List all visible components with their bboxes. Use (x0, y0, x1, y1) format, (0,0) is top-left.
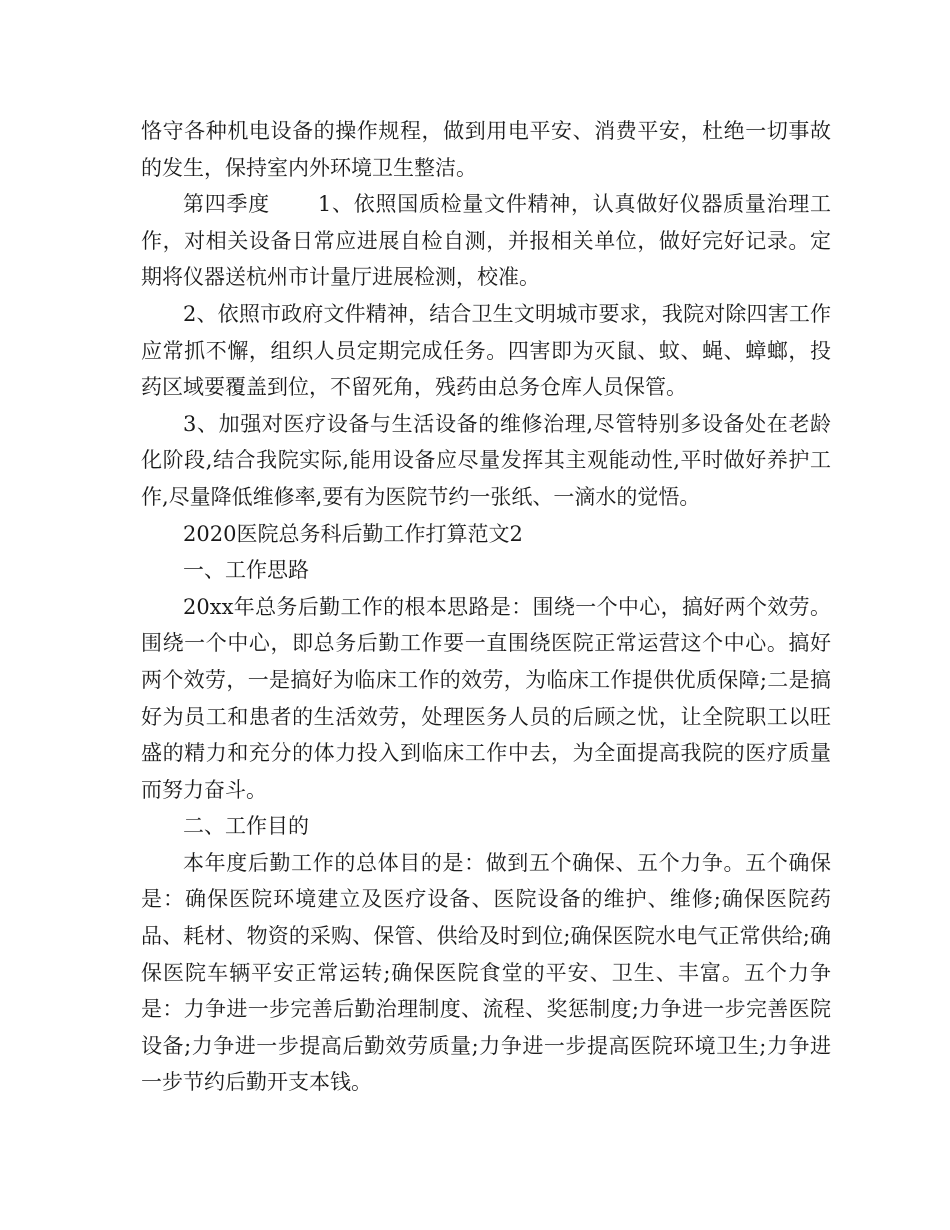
heading-work-goal: 二、工作目的 (183, 814, 309, 839)
paragraph-item-2: 2、依照市政府文件精神，结合卫生文明城市要求，我院对除四害工作应常抓不懈，组织人员定期完成任务。四害即为灭鼠、蚊、蝇、蟑螂，投药区域要覆盖到位，不留死角，残药由总务仓库人员保管。 (141, 301, 831, 400)
document-body (141, 113, 831, 1101)
paragraph-intro: 恪守各种机电设备的操作规程，做到用电平安、消费平安，杜绝一切事故的发生，保持室内外环境卫生整洁。 (141, 119, 831, 180)
paragraph-work-goal: 本年度后勤工作的总体目的是：做到五个确保、五个力争。五个确保是：确保医院环境建立及医疗设备、医院设备的维护、维修;确保医院药品、耗材、物资的采购、保管、供给及时到位;确保医院水电气正常供给;确保医院车辆平安正常运转;确保医院食堂的平安、卫生、丰富。五个力争是：力争进一步完善后勤治理制度、流程、奖惩制度;力争进一步完善医院设备;力争进一步提高后勤效劳质量;力争进一步提高医院环境卫生;力争进一步节约后勤开支本钱。 (141, 850, 831, 1095)
heading-work-approach: 一、工作思路 (183, 558, 309, 583)
section-title: 2020医院总务科后勤工作打算范文2 (183, 521, 523, 546)
paragraph-item-3: 3、加强对医疗设备与生活设备的维修治理,尽管特别多设备处在老龄化阶段,结合我院实际,能用设备应尽量发挥其主观能动性,平时做好养护工作,尽量降低维修率,要有为医院节约一张纸、一滴水的觉悟。 (141, 411, 831, 509)
quarter-label: 第四季度 (183, 192, 270, 217)
paragraph-q4 (141, 186, 831, 296)
paragraph-q4-text: 1、依照国质检量文件精神，认真做好仪器质量治理工作，对相关设备日常应进展自检自测，并报相关单位，做好完好记录。定期将仪器送杭州市计量厅进展检测，校准。 (141, 192, 832, 290)
paragraph-work-approach: 20xx年总务后勤工作的根本思路是：围绕一个中心，搞好两个效劳。围绕一个中心，即总务后勤工作要一直围绕医院正常运营这个中心。搞好两个效劳，一是搞好为临床工作的效劳，为临床工作提供优质保障;二是搞好为员工和患者的生活效劳，处理医务人员的后顾之忧，让全院职工以旺盛的精力和充分的体力投入到临床工作中去，为全面提高我院的医疗质量而努力奋斗。 (141, 594, 831, 802)
